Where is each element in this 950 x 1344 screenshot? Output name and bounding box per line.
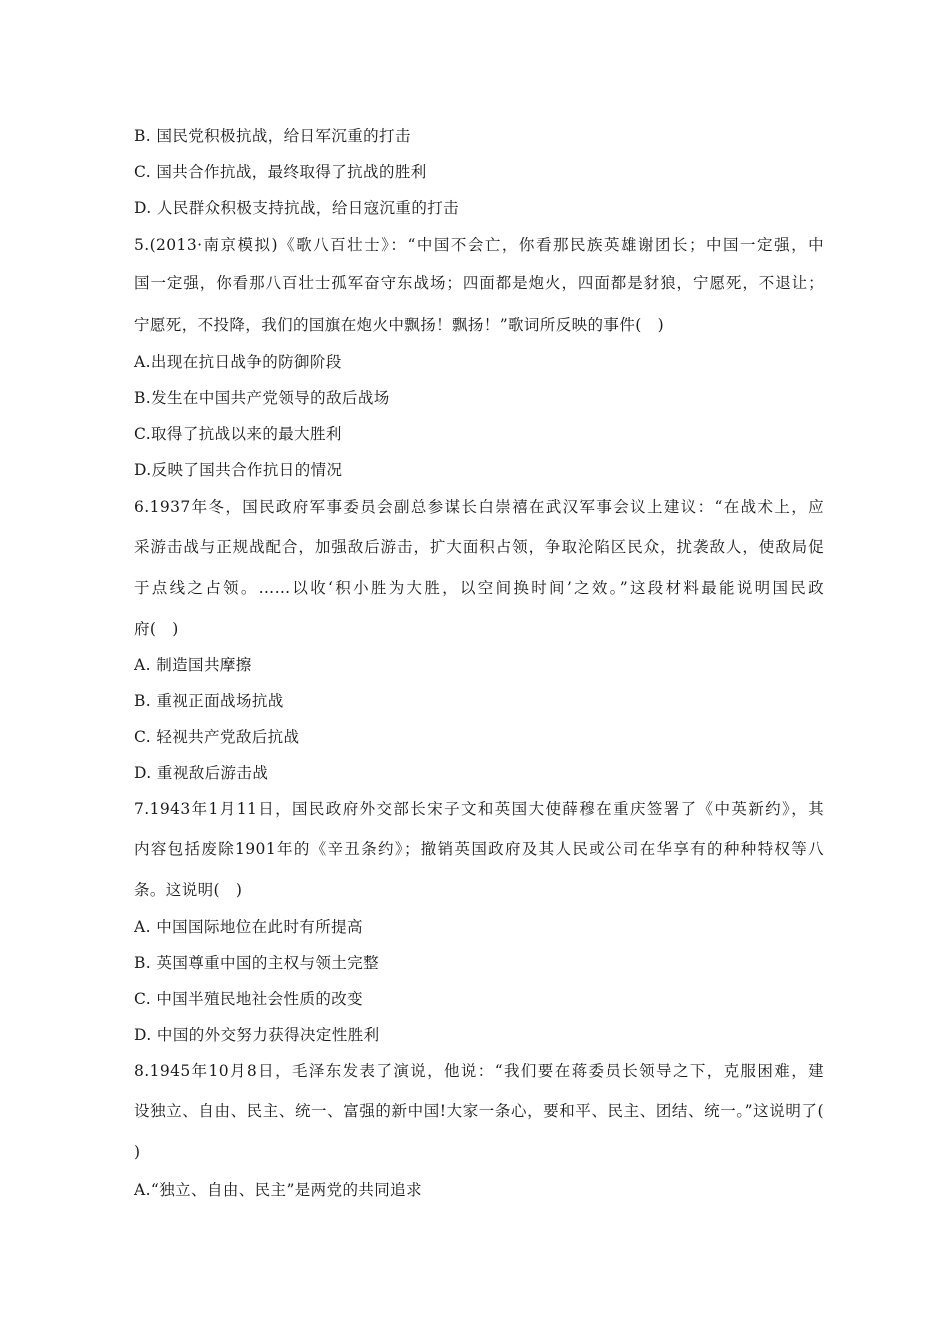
- q5-option-b: B.发生在中国共产党领导的敌后战场: [134, 389, 390, 407]
- q5-stem-line-1: 5.(2013·南京模拟)《歌八百壮士》：“中国不会亡，你看那民族英雄谢团长；中国一定强，中: [134, 236, 824, 254]
- q7-option-b: B. 英国尊重中国的主权与领土完整: [134, 954, 380, 972]
- q6-stem-line-1: 6.1937年冬，国民政府军事委员会副总参谋长白崇禧在武汉军事会议上建议：“在战术上，应: [134, 498, 824, 516]
- q5-stem-line-2: 国一定强，你看那八百壮士孤军奋守东战场；四面都是炮火，四面都是豺狼，宁愿死，不退让；: [134, 274, 824, 292]
- q7-stem-line-3: 条。这说明( ): [134, 881, 243, 899]
- q4-option-b: B. 国民党积极抗战，给日军沉重的打击: [134, 127, 411, 145]
- q6-stem-line-3: 于点线之占领。……以收‘积小胜为大胜，以空间换时间’之效。”这段材料最能说明国民政: [134, 579, 824, 597]
- q6-option-a: A. 制造国共摩擦: [134, 656, 252, 674]
- q7-stem-line-2: 内容包括废除1901年的《辛丑条约》；撤销英国政府及其人民或公司在华享有的种种特权等八: [134, 840, 824, 858]
- q5-option-a: A.出现在抗日战争的防御阶段: [134, 353, 342, 371]
- q7-option-d: D. 中国的外交努力获得决定性胜利: [134, 1026, 380, 1044]
- q4-option-d: D. 人民群众积极支持抗战，给日寇沉重的打击: [134, 199, 460, 217]
- q7-option-a: A. 中国国际地位在此时有所提高: [134, 918, 363, 936]
- q5-stem-line-3: 宁愿死，不投降，我们的国旗在炮火中飘扬！飘扬！”歌词所反映的事件( ): [134, 316, 665, 334]
- q8-option-a: A.“独立、自由、民主”是两党的共同追求: [134, 1181, 422, 1199]
- q7-stem-line-1: 7.1943年1月11日，国民政府外交部长宋子文和英国大使薛穆在重庆签署了《中英新约》，其: [134, 800, 824, 818]
- q6-stem-line-2: 采游击战与正规战配合，加强敌后游击，扩大面积占领，争取沦陷区民众，扰袭敌人，使敌局促: [134, 538, 824, 556]
- q5-option-c: C.取得了抗战以来的最大胜利: [134, 425, 342, 443]
- q6-option-c: C. 轻视共产党敌后抗战: [134, 728, 300, 746]
- q6-option-d: D. 重视敌后游击战: [134, 764, 269, 782]
- q5-option-d: D.反映了国共合作抗日的情况: [134, 461, 343, 479]
- q4-option-c: C. 国共合作抗战，最终取得了抗战的胜利: [134, 163, 427, 181]
- q8-stem-line-2: 设独立、自由、民主、统一、富强的新中国!大家一条心，要和平、民主、团结、统一。”这说明了(: [134, 1102, 824, 1120]
- q8-stem-line-1: 8.1945年10月8日，毛泽东发表了演说，他说：“我们要在蒋委员长领导之下，克服困难，建: [134, 1062, 824, 1080]
- q8-stem-line-3: ): [134, 1143, 141, 1161]
- q6-option-b: B. 重视正面战场抗战: [134, 692, 284, 710]
- q7-option-c: C. 中国半殖民地社会性质的改变: [134, 990, 364, 1008]
- q6-stem-line-4: 府( ): [134, 620, 179, 638]
